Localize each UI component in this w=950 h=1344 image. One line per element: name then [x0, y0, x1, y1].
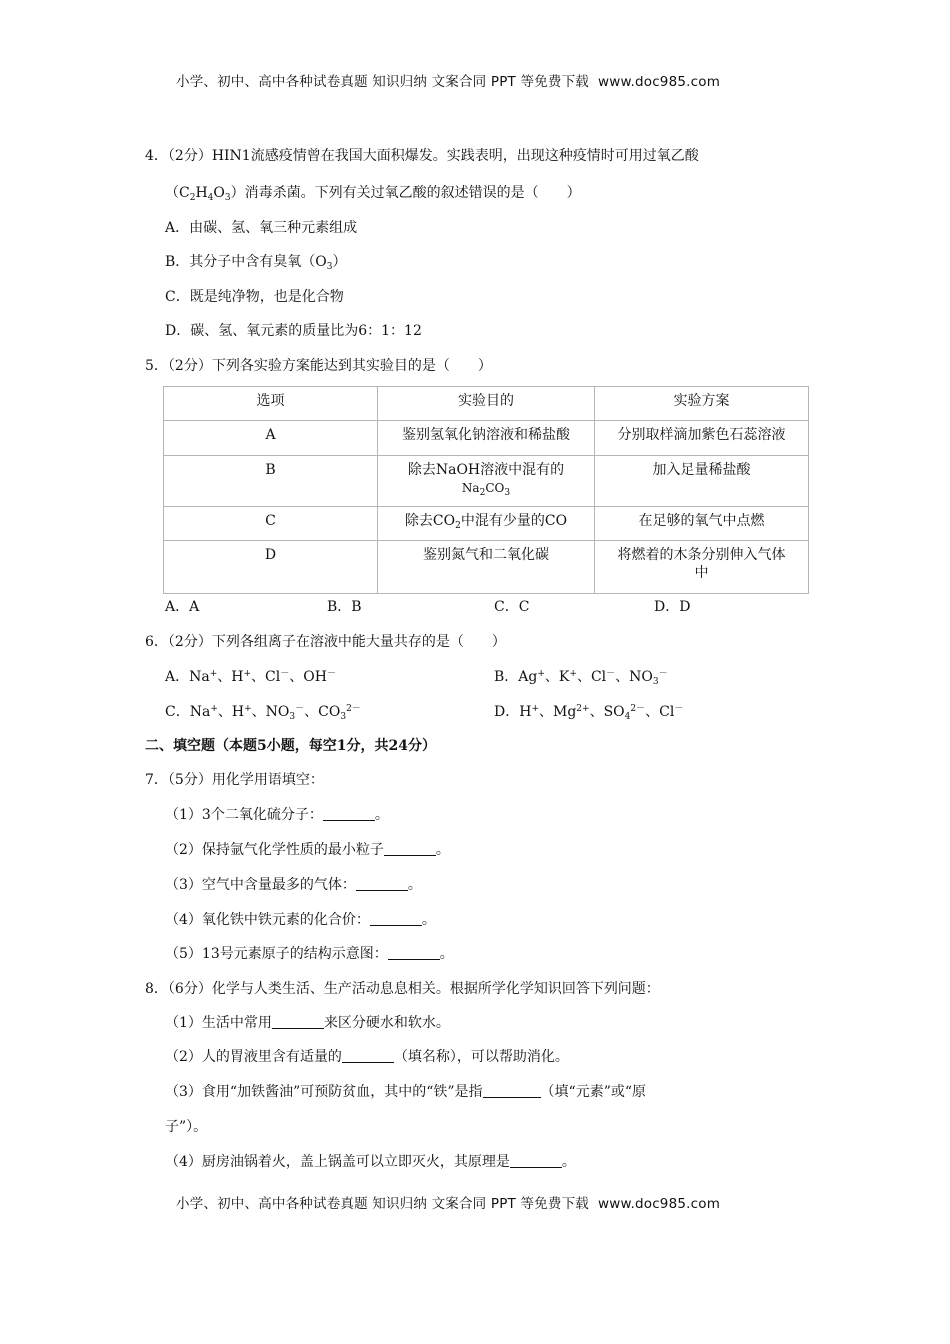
q4-option-d: D．碳、氢、氧元素的质量比为6：1：12	[165, 323, 422, 339]
ion: Cl－	[659, 704, 684, 720]
q6-option-b: B．Ag+、K+、Cl－、$NO_3^-$	[494, 669, 668, 687]
option-label: A．	[165, 669, 190, 685]
q5-stem: 5．（2分）下列各实验方案能达到其实验目的是（ ）	[145, 358, 492, 374]
subscript: 4	[207, 193, 214, 203]
q8-item-4	[165, 1153, 576, 1171]
footer-banner-text: 小学、初中、高中各种试卷真题 知识归纳 文案合同 PPT 等免费下载	[176, 1196, 589, 1212]
text: （5）13号元素原子的结构示意图：	[165, 946, 388, 962]
table-header-cell: 选项	[164, 387, 378, 421]
table-cell-purpose	[378, 507, 595, 541]
subscript: 3	[326, 262, 333, 272]
table-cell-purpose: 鉴别氢氧化钠溶液和稀盐酸	[378, 421, 595, 456]
q8-item-2	[165, 1048, 569, 1066]
answer-blank[interactable]	[384, 841, 436, 856]
ion: $SO_4^{2-}$	[603, 704, 646, 722]
table-cell-purpose	[378, 456, 595, 507]
text: （2）人的胃液里含有适量的	[165, 1049, 342, 1065]
option-label: C．	[165, 704, 190, 720]
text: （3）空气中含量最多的气体：	[165, 877, 356, 893]
text: （填“元素”或“原	[540, 1084, 647, 1100]
ion: Cl－	[590, 669, 616, 685]
q7-stem: 7．（5分）用化学用语填空：	[145, 772, 324, 788]
q7-item-4	[165, 911, 436, 929]
table-cell-purpose: 鉴别氮气和二氧化碳	[378, 541, 595, 594]
header-url: www.doc985.com	[597, 74, 721, 90]
answer-blank[interactable]	[370, 911, 422, 926]
subscript: 2	[189, 193, 196, 203]
answer-blank[interactable]	[483, 1083, 541, 1098]
q5-answer-b: B．B	[327, 599, 362, 615]
text: （3）食用“加铁酱油”可预防贫血，其中的“铁”是指	[165, 1084, 483, 1100]
text: H	[195, 185, 208, 201]
text: ）消毒杀菌。下列有关过氧乙酸的叙述错误的是（ ）	[230, 185, 581, 201]
table-cell-plan	[595, 541, 809, 594]
table-row	[164, 421, 809, 456]
formula	[461, 481, 511, 498]
subscript: 3	[224, 193, 231, 203]
text: 。	[435, 842, 450, 858]
answer-blank[interactable]	[342, 1048, 394, 1063]
ion: H+	[231, 669, 252, 685]
ion: $Mg^{2+}$	[553, 704, 590, 720]
q4-option-a: A．由碳、氢、氧三种元素组成	[165, 220, 358, 236]
subscript: 2	[455, 521, 461, 531]
q4-stem-line1: 4．（2分）HIN1流感疫情曾在我国大面积爆发。实践表明，出现这种疫情时可用过氧乙酸	[145, 148, 699, 164]
q7-item-2	[165, 841, 450, 859]
text: （填名称），可以帮助消化。	[393, 1049, 569, 1065]
text: （1）3个二氧化硫分子：	[165, 807, 323, 823]
option-label: B．	[494, 669, 519, 685]
subscript: 3	[504, 488, 511, 498]
table-cell-option: C	[164, 507, 378, 541]
q5-answer-c: C．C	[494, 599, 530, 615]
text: 。	[561, 1154, 576, 1170]
section-title: 二、填空题（本题5小题，每空1分，共24分）	[145, 738, 436, 754]
ion: Ag+	[518, 669, 545, 685]
text: 来区分硬水和软水。	[323, 1015, 450, 1031]
page-footer-banner	[176, 1192, 720, 1212]
table-cell-option: B	[164, 456, 378, 507]
header-banner-text: 小学、初中、高中各种试卷真题 知识归纳 文案合同 PPT 等免费下载	[176, 74, 589, 90]
q7-item-3	[165, 876, 422, 894]
q5-answer-d: D．D	[654, 599, 691, 615]
table-row	[164, 541, 809, 594]
table-header-cell: 实验方案	[595, 387, 809, 421]
ion: Na+	[189, 669, 218, 685]
ion: Na+	[189, 704, 218, 720]
ion: H+	[519, 704, 539, 720]
text: （4）氧化铁中铁元素的化合价：	[165, 912, 370, 928]
q8-item-1	[165, 1014, 450, 1032]
q6-option-d: D．H+、$Mg^{2+}$、$SO_4^{2-}$、Cl－	[494, 704, 684, 722]
table-cell-plan: 分别取样滴加紫色石蕊溶液	[595, 421, 809, 456]
answer-blank[interactable]	[388, 945, 440, 960]
q5-answer-a: A．A	[165, 599, 200, 615]
option-label: D．	[494, 704, 520, 720]
text: B．其分子中含有臭氧（O	[165, 254, 327, 270]
footer-url: www.doc985.com	[597, 1196, 721, 1212]
table-header-cell: 实验目的	[378, 387, 595, 421]
table-row	[164, 507, 809, 541]
q6-option-a: A．Na+、H+、Cl－、OH－	[165, 669, 336, 685]
answer-blank[interactable]	[510, 1153, 562, 1168]
ion: H+	[231, 704, 252, 720]
text: O	[213, 185, 225, 201]
experiment-table	[163, 386, 809, 594]
text: （4）厨房油锅着火，盖上锅盖可以立即灭火，其原理是	[165, 1154, 510, 1170]
text: 。	[407, 877, 422, 893]
text: 中	[694, 565, 709, 581]
q4-option-b	[165, 253, 347, 271]
text: 。	[421, 912, 436, 928]
text: CO	[485, 481, 505, 495]
ion: $NO_3^-$	[265, 704, 305, 722]
text: 中混有少量的CO	[460, 513, 568, 529]
text: （1）生活中常用	[165, 1015, 272, 1031]
subscript: 2	[479, 488, 486, 498]
text: Na	[461, 481, 480, 495]
q7-item-5	[165, 945, 454, 963]
ion: OH－	[303, 669, 336, 685]
table-cell-plan: 在足够的氧气中点燃	[595, 507, 809, 541]
page-header-banner	[176, 70, 720, 90]
answer-blank[interactable]	[356, 876, 408, 891]
q8-item-3	[165, 1083, 646, 1101]
q6-option-c: C．Na+、H+、$NO_3^-$、$CO_3^{2-}$	[165, 704, 361, 722]
q4-stem-line2	[165, 184, 581, 202]
table-cell-plan: 加入足量稀盐酸	[595, 456, 809, 507]
answer-blank[interactable]	[323, 806, 375, 821]
answer-blank[interactable]	[272, 1014, 324, 1029]
ion: $CO_3^{2-}$	[318, 704, 361, 722]
q6-stem: 6．（2分）下列各组离子在溶液中能大量共存的是（ ）	[145, 634, 506, 650]
q7-item-1	[165, 806, 389, 824]
text: （C	[165, 185, 190, 201]
text: ）	[332, 254, 347, 270]
ion: Cl－	[265, 669, 290, 685]
q8-stem: 8．（6分）化学与人类生活、生产活动息息相关。根据所学化学知识回答下列问题：	[145, 981, 660, 997]
ion: $NO_3^-$	[629, 669, 668, 687]
q4-option-c: C．既是纯净物，也是化合物	[165, 289, 344, 305]
table-cell-option: D	[164, 541, 378, 594]
text: 。	[374, 807, 389, 823]
text: 将燃着的木条分别伸入气体	[617, 547, 786, 563]
text: （2）保持氩气化学性质的最小粒子	[165, 842, 384, 858]
table-row	[164, 456, 809, 507]
q8-item-3-continued: 子”）。	[165, 1119, 208, 1135]
table-header-row	[164, 387, 809, 421]
text: 除去CO	[404, 513, 456, 529]
table-cell-option: A	[164, 421, 378, 456]
text: 。	[439, 946, 454, 962]
text: 除去NaOH溶液中混有的	[407, 462, 565, 478]
ion: K+	[558, 669, 577, 685]
